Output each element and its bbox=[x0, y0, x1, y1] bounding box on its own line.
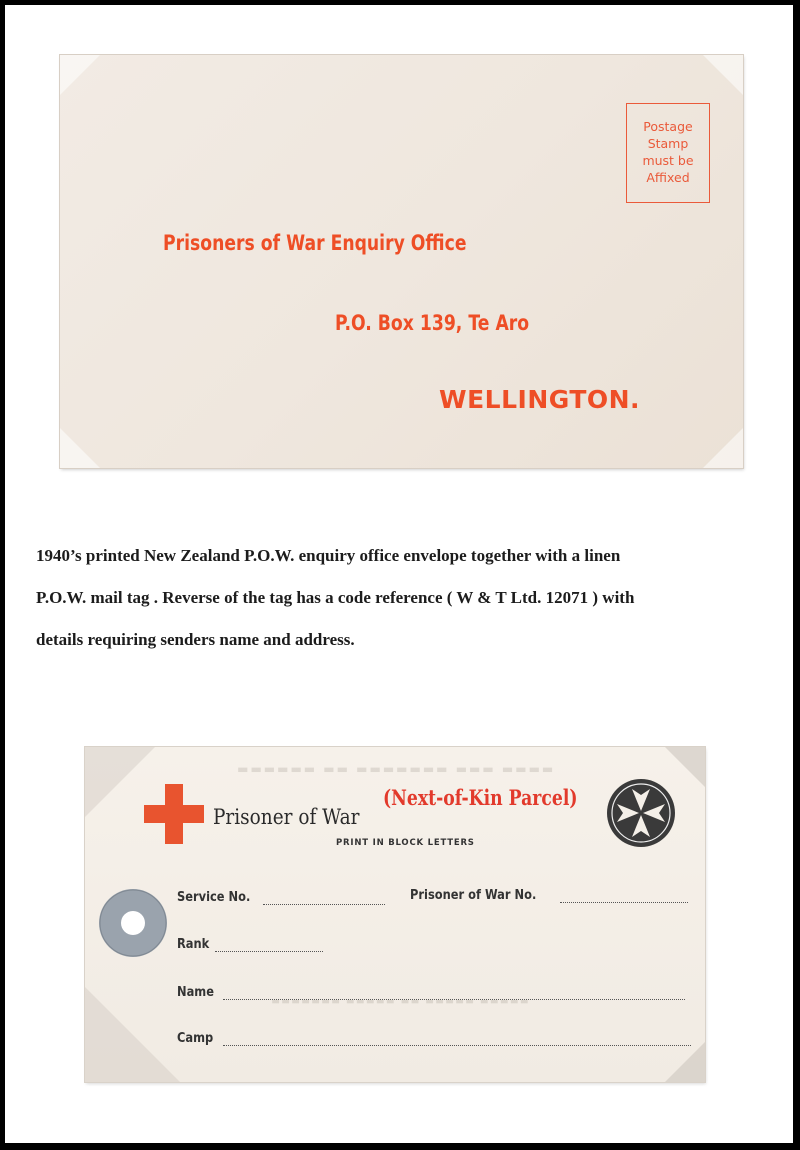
maltese-cross-icon bbox=[605, 777, 677, 849]
tag-title: Prisoner of War bbox=[213, 805, 360, 829]
camp-line bbox=[223, 1045, 691, 1046]
stamp-box-line: Stamp bbox=[647, 136, 689, 151]
address-po-box: P.O. Box 139, Te Aro bbox=[335, 311, 530, 335]
pow-envelope bbox=[60, 55, 743, 468]
tag-parcel-label: (Next-of-Kin Parcel) bbox=[383, 785, 578, 810]
album-page bbox=[5, 5, 793, 1143]
address-city: WELLINGTON. bbox=[439, 385, 641, 414]
pow-mail-tag bbox=[85, 747, 705, 1082]
mount-corner bbox=[703, 428, 743, 468]
rank-line bbox=[215, 951, 323, 952]
mount-corner bbox=[60, 55, 100, 95]
caption-line: 1940’s printed New Zealand P.O.W. enquiry office envelope together with a linen bbox=[36, 546, 621, 565]
caption-line: details requiring senders name and address. bbox=[36, 630, 355, 649]
name-label: Name bbox=[177, 985, 214, 1000]
reverse-showthrough: ▬▬▬▬▬ ▬▬▬▬▬ ▬▬ ▬▬▬▬▬ ▬▬▬▬▬▬▬ bbox=[270, 997, 529, 1007]
camp-label: Camp bbox=[177, 1031, 214, 1046]
mount-corner bbox=[703, 55, 743, 95]
service-no-line bbox=[263, 904, 385, 905]
address-office: Prisoners of War Enquiry Office bbox=[163, 231, 467, 255]
mount-corner bbox=[60, 428, 100, 468]
stamp-box-line: Postage bbox=[643, 119, 693, 134]
print-instruction: PRINT IN BLOCK LETTERS bbox=[336, 838, 475, 848]
reverse-showthrough: ▬▬▬▬ ▬▬▬ ▬▬▬▬▬▬▬ ▬▬ ▬▬▬▬▬▬ bbox=[235, 762, 554, 776]
stamp-box-line: must be bbox=[642, 153, 694, 168]
pow-no-label: Prisoner of War No. bbox=[410, 888, 537, 903]
mount-corner bbox=[665, 1042, 705, 1082]
postage-stamp-box bbox=[626, 103, 710, 203]
stamp-box-line: Affixed bbox=[646, 170, 690, 185]
rank-label: Rank bbox=[177, 937, 210, 952]
service-no-label: Service No. bbox=[177, 890, 251, 905]
pow-no-line bbox=[560, 902, 688, 903]
mount-corner bbox=[85, 987, 180, 1082]
red-cross-icon bbox=[142, 782, 206, 846]
description-caption bbox=[36, 535, 776, 661]
tag-eyelet-icon bbox=[97, 887, 169, 959]
caption-line: P.O.W. mail tag . Reverse of the tag has a code reference ( W & T Ltd. 12071 ) with bbox=[36, 588, 635, 607]
